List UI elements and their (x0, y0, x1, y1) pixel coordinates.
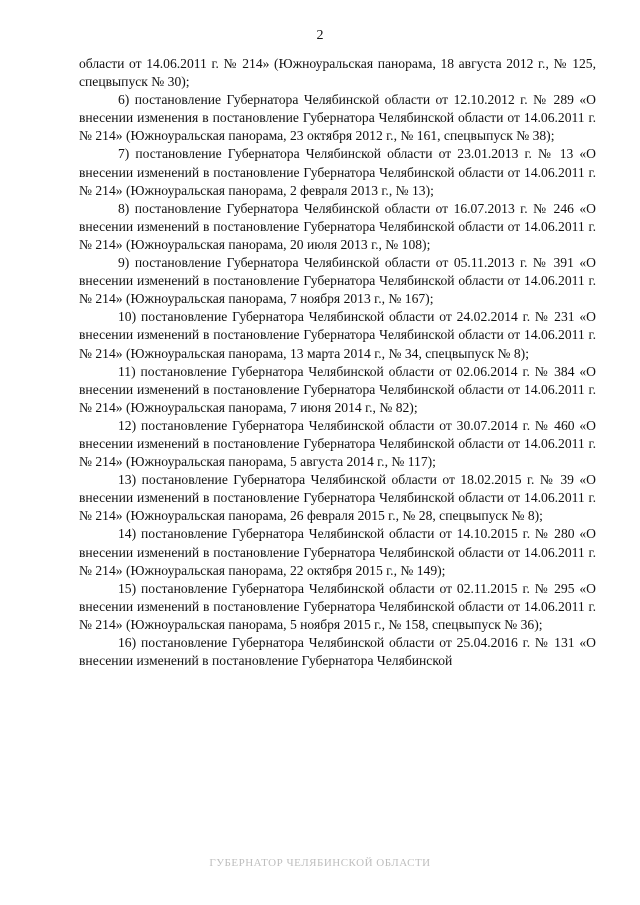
paragraph-item-7: 7) постановление Губернатора Челябинской области от 23.01.2013 г. № 13 «О внесении изменений в постановление Губернатора Челябинской области от 14.06.2011 г. № 214» (Южноуральская панорама, 2 февраля 2013 г., № 13); (79, 146, 596, 198)
paragraph-item-16: 16) постановление Губернатора Челябинской области от 25.04.2016 г. № 131 «О внесении изменений в постановление Губернатора Челябинской (79, 635, 596, 669)
paragraph-continuation: области от 14.06.2011 г. № 214» (Южноуральская панорама, 18 августа 2012 г., № 125, спецвыпуск № 30); (79, 56, 596, 90)
paragraph-item-8: 8) постановление Губернатора Челябинской области от 16.07.2013 г. № 246 «О внесении изменений в постановление Губернатора Челябинской области от 14.06.2011 г. № 214» (Южноуральская панорама, 20 июля 2013 г., № 108); (79, 200, 596, 252)
paragraph-item-6: 6) постановление Губернатора Челябинской области от 12.10.2012 г. № 289 «О внесении изменения в постановление Губернатора Челябинской области от 14.06.2011 г. № 214» (Южноуральская панорама, 23 октября 2012 г., № 161, спецвыпуск № 38); (79, 92, 596, 144)
paragraph-item-12: 12) постановление Губернатора Челябинской области от 30.07.2014 г. № 460 «О внесении изменений в постановление Губернатора Челябинской области от 14.06.2011 г. № 214» (Южноуральская панорама, 5 августа 2014 г., № 117); (79, 417, 596, 470)
footer-watermark: ГУБЕРНАТОР ЧЕЛЯБИНСКОЙ ОБЛАСТИ (209, 857, 431, 869)
paragraph-item-10: 10) постановление Губернатора Челябинской области от 24.02.2014 г. № 231 «О внесении изменений в постановление Губернатора Челябинской области от 14.06.2011 г. № 214» (Южноуральская панорама, 13 марта 2014 г., № 34, спецвыпуск № 8); (79, 309, 596, 361)
paragraph-item-13: 13) постановление Губернатора Челябинской области от 18.02.2015 г. № 39 «О внесении изменений в постановление Губернатора Челябинской области от 14.06.2011 г. № 214» (Южноуральская панорама, 26 февраля 2015 г., № 28, спецвыпуск № 8); (79, 472, 596, 524)
page-number: 2 (316, 28, 324, 43)
paragraph-item-14: 14) постановление Губернатора Челябинской области от 14.10.2015 г. № 280 «О внесении изменений в постановление Губернатора Челябинской области от 14.06.2011 г. № 214» (Южноуральская панорама, 22 октября 2015 г., № 149); (79, 526, 596, 578)
document-body (79, 55, 596, 670)
paragraph-item-15: 15) постановление Губернатора Челябинской области от 02.11.2015 г. № 295 «О внесении изменений в постановление Губернатора Челябинской области от 14.06.2011 г. № 214» (Южноуральская панорама, 5 ноября 2015 г., № 158, спецвыпуск № 36); (79, 580, 596, 632)
paragraph-item-9: 9) постановление Губернатора Челябинской области от 05.11.2013 г. № 391 «О внесении изменений в постановление Губернатора Челябинской области от 14.06.2011 г. № 214» (Южноуральская панорама, 7 ноября 2013 г., № 167); (79, 255, 596, 307)
paragraph-item-11: 11) постановление Губернатора Челябинской области от 02.06.2014 г. № 384 «О внесении изменений в постановление Губернатора Челябинской области от 14.06.2011 г. № 214» (Южноуральская панорама, 7 июня 2014 г., № 82); (79, 363, 596, 415)
